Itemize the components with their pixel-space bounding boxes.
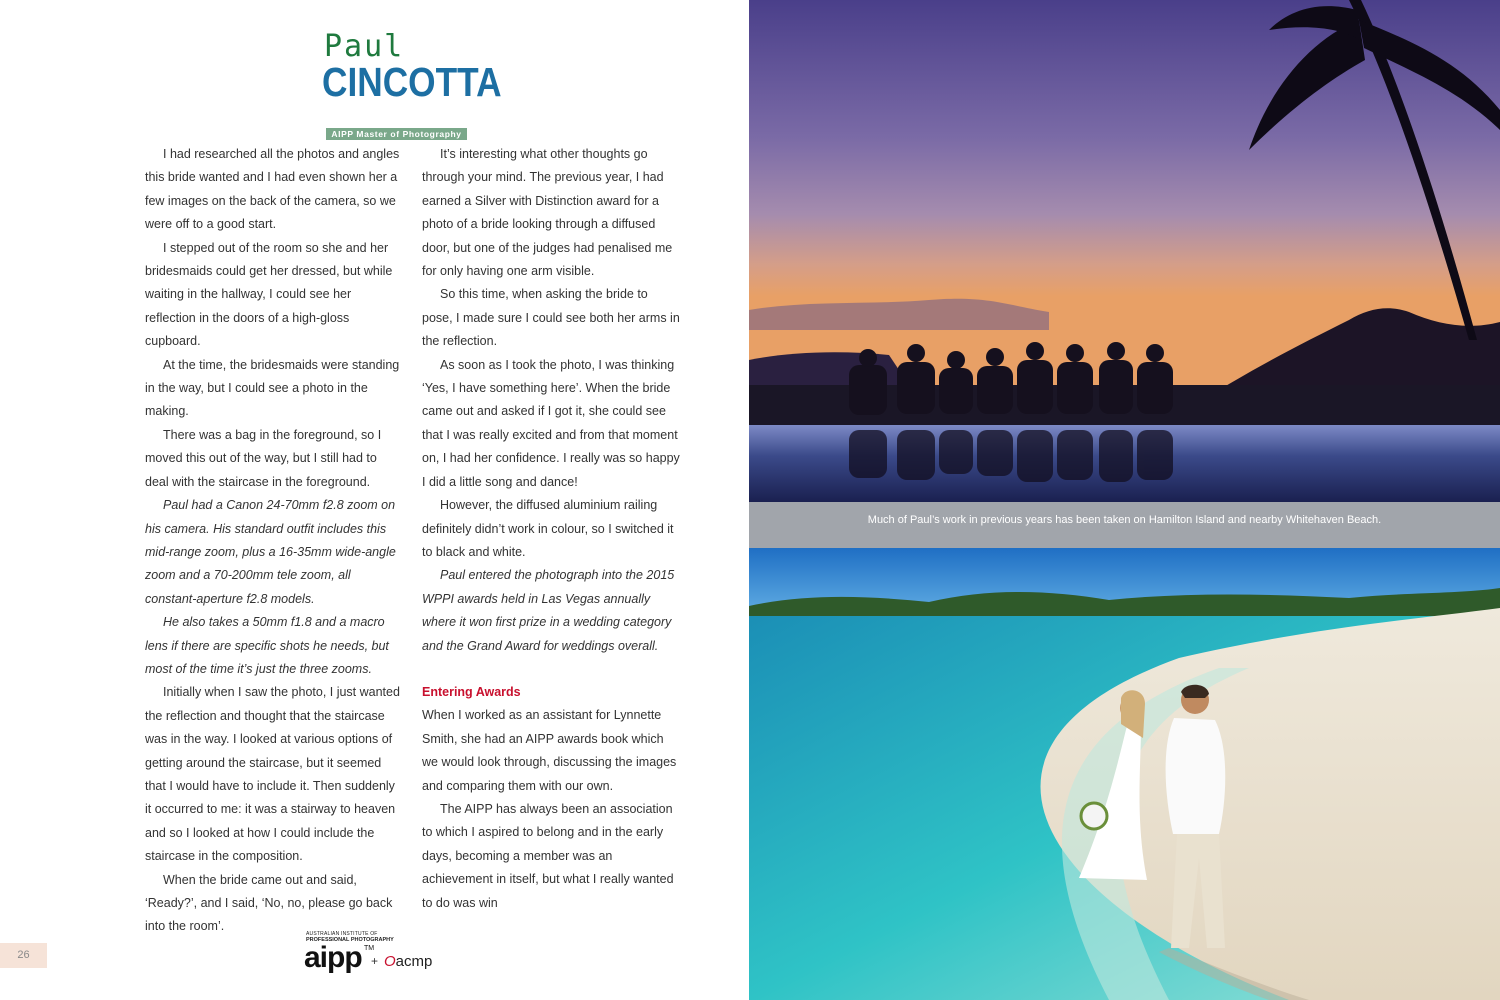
paragraph: When I worked as an assistant for Lynnette Smith, she had an AIPP awards book which we would look through, discussing the images and comparing them with our own. [422, 708, 677, 793]
logo-line-1: AUSTRALIAN INSTITUTE OF [306, 931, 378, 937]
right-page [749, 0, 1500, 1000]
author-last-name: CINCOTTA [322, 59, 502, 105]
left-page [0, 0, 748, 1000]
paragraph: As soon as I took the photo, I was thinking ‘Yes, I have something here’. When the bride came out and asked if I got it, she could see that I was really excited and from that moment on, I had her confidence. I really was so happy I did a little song and dance! [422, 357, 680, 489]
page-number: 26 [0, 943, 47, 968]
paragraph: The AIPP has always been an association to which I aspired to belong and in the early days, becoming a member was an achievement in itself, but what I really wanted to do was win [422, 801, 674, 910]
paragraph: I had researched all the photos and angles this bride wanted and I had even shown her a few images on the back of the camera, so we were off to a good start. [145, 147, 400, 232]
paragraph: At the time, the bridesmaids were standing in the way, but I could see a photo in the making. [145, 357, 400, 419]
text-column-1 [145, 143, 400, 939]
text-column-2 [422, 143, 680, 915]
sunset-group-photo [749, 0, 1500, 502]
italic-paragraph: Paul had a Canon 24-70mm f2.8 zoom on his camera. His standard outfit includes this mid-range zoom, plus a 16-35mm wide-angle zoom and a 70-200mm tele zoom, all constant-aperture f2.8 models. [145, 498, 396, 606]
italic-paragraph: He also takes a 50mm f1.8 and a macro lens if there are specific shots he needs, but most of the time it’s just the three zooms. [145, 615, 389, 676]
paragraph: Initially when I saw the photo, I just wanted the reflection and thought that the staircase was in the way. I looked at various options of getting around the staircase, but it seemed that I would have to include it. Then suddenly it occurred to me: it was a stairway to heaven and so I looked at how I could include the staircase in the composition. [145, 685, 400, 864]
author-first-name: Paul [324, 29, 405, 64]
aipp-acmp-logo [306, 932, 446, 974]
photo-caption-bar [749, 502, 1500, 548]
paragraph: However, the diffused aluminium railing definitely didn’t work in colour, so I switched it to black and white. [422, 498, 674, 559]
acmp-text: acmp [395, 953, 433, 970]
paragraph: It’s interesting what other thoughts go through your mind. The previous year, I had earned a Silver with Distinction award for a photo of a bride looking through a diffused door, but one of the judges had penalised me for only having one arm visible. [422, 147, 673, 279]
photo-caption: Much of Paul’s work in previous years has been taken on Hamilton Island and nearby Whitehaven Beach. [867, 514, 1382, 526]
logo-line-2: PROFESSIONAL PHOTOGRAPHY [306, 937, 394, 943]
beach-couple-photo [749, 548, 1500, 1000]
acmp-mark: O [384, 953, 396, 970]
author-tagline: AIPP Master of Photography [326, 128, 467, 140]
paragraph: When the bride came out and said, ‘Ready?’, and I said, ‘No, no, please go back into the room’. [145, 872, 393, 934]
author-masthead [322, 29, 502, 139]
paragraph: I stepped out of the room so she and her bridesmaids could get her dressed, but while waiting in the hallway, I could see her reflection in the doors of a high-gloss cupboard. [145, 240, 393, 349]
logo-plus: + [371, 954, 379, 968]
paragraph: There was a bag in the foreground, so I moved this out of the way, but I still had to deal with the staircase in the foreground. [145, 427, 382, 489]
section-heading: Entering Awards [422, 684, 521, 699]
italic-paragraph: Paul entered the photograph into the 2015 WPPI awards held in Las Vegas annually where it won first prize in a wedding category and the Grand Award for weddings overall. [422, 568, 675, 653]
paragraph: So this time, when asking the bride to pose, I made sure I could see both her arms in the reflection. [422, 287, 680, 349]
acmp-wordmark [384, 953, 432, 971]
trademark-mark: TM [364, 945, 375, 952]
aipp-wordmark: aipp [304, 941, 362, 974]
